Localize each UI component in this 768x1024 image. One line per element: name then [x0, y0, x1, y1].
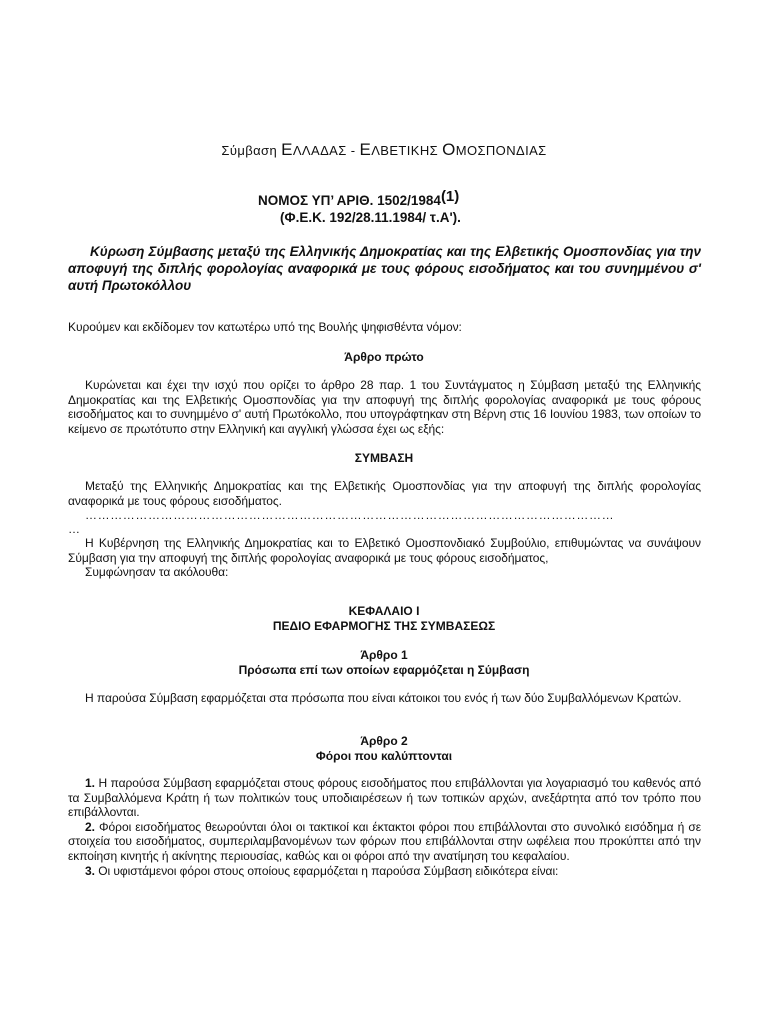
- convention-intro-text: Μεταξύ της Ελληνικής Δημοκρατίας και της Ελβετικής Ομοσπονδίας για την αποφυγή της διπλής φορολογίας αναφορικά με τους φόρους εισοδήματος.: [68, 479, 701, 508]
- article-2-body: [68, 776, 701, 878]
- law-number: [258, 188, 459, 210]
- article-first-body: [68, 378, 701, 436]
- paragraph-2-number: 2.: [85, 819, 95, 834]
- ratification-title: [68, 243, 701, 294]
- chapter-title: ΠΕΔΙΟ ΕΦΑΡΜΟΓΗΣ ΤΗΣ ΣΥΜΒΑΣΕΩΣ: [272, 619, 496, 633]
- paragraph-1-text: Η παρούσα Σύμβαση εφαρμόζεται στους φόρους εισοδήματος που επιβάλλονται για λογαριασμό του καθενός από τα Συμβαλλόμενα Κράτη ή των πολιτικών τους υποδιαιρέσεων ή των τοπικών αρχών, ανεξάρτητα από τον τρόπο που επιβάλλονται.: [68, 776, 701, 820]
- title-rest-1: ΛΛΑΔΑΣ: [292, 143, 347, 158]
- omission-dots-1: ………………………………………………………………………………………………………………: [85, 508, 615, 522]
- title-initial-1: Ε: [281, 140, 293, 159]
- paragraph-3-number: 3.: [85, 863, 95, 878]
- title-initial-3: Ο: [442, 140, 456, 159]
- agreed-text: Συμφώνησαν τα ακόλουθα:: [85, 565, 229, 580]
- chapter-heading: ΚΕΦΑΛΑΙΟ Ι: [348, 604, 420, 618]
- law-footnote-mark: (1): [440, 188, 460, 205]
- article-first-heading: Άρθρο πρώτο: [344, 350, 424, 364]
- promulgation-text: Κυρούμεν και εκδίδομεν τον κατωτέρω υπό της Βουλής ψηφισθέντα νόμον:: [68, 320, 462, 334]
- article-first-text: Κυρώνεται και έχει την ισχύ που ορίζει το άρθρο 28 παρ. 1 του Συντάγματος η Σύμβαση μεταξύ της Ελληνικής Δημοκρατίας και της Ελβετικής Ομοσπονδίας για την αποφυγή της διπλής φορολογίας αναφορικά με τους φόρους εισοδήματος και το συνημμένο σ' αυτή Πρωτόκολλο, που υπογράφτηκαν στη Βέρνη στις 16 Ιουνίου 1983, των οποίων το κείμενο σε πρωτότυπο στην Ελληνική και αγγλική γλώσσα έχει ως εξής:: [68, 378, 701, 436]
- convention-intro: [68, 479, 701, 508]
- article-1-heading: Άρθρο 1: [360, 648, 408, 662]
- convention-heading: ΣΥΜΒΑΣΗ: [354, 451, 414, 465]
- title-rest-2: ΛΒΕΤΙΚΗΣ: [371, 143, 439, 158]
- article-2-paragraph-3: [68, 864, 701, 879]
- article-1-body: [68, 691, 701, 706]
- promulgation: [68, 320, 701, 335]
- parties-paragraph: [68, 536, 701, 580]
- document-title: [0, 140, 768, 160]
- law-number-text: ΝΟΜΟΣ ΥΠ’ ΑΡΙΘ. 1502/1984: [258, 193, 441, 208]
- paragraph-2-text: Φόροι εισοδήματος θεωρούνται όλοι οι τακτικοί και έκτακτοι φόροι που επιβάλλονται στο συνολικό εισόδημα ή σε στοιχεία του εισοδήματος, συμπεριλαμβανομένων των φόρων που επιβάλλονται στην ωφέλεια που προκύπτει από την εκποίηση κινητής ή ακίνητης περιουσίας, καθώς και οι φόροι από την ανατίμηση του κεφαλαίου.: [68, 819, 701, 863]
- omission-dots-2: …: [68, 522, 81, 536]
- gazette-reference: (Φ.Ε.Κ. 192/28.11.1984/ τ.Α').: [280, 210, 461, 225]
- title-prefix: Σύμβαση: [221, 143, 278, 158]
- paragraph-1-number: 1.: [85, 776, 95, 790]
- ratification-text: Κύρωση Σύμβασης μεταξύ της Ελληνικής Δημοκρατίας και της Ελβετικής Ομοσπονδίας για την αποφυγή της διπλής φορολογίας αναφορικά με τους φόρους εισοδήματος και του συνημμένου σ' αυτή Πρωτοκόλλου: [68, 244, 701, 293]
- article-1-title: Πρόσωπα επί των οποίων εφαρμόζεται η Σύμβαση: [238, 663, 530, 677]
- article-2-paragraph-1: [68, 776, 701, 820]
- article-2-title: Φόροι που καλύπτονται: [315, 749, 453, 763]
- paragraph-3-text: Οι υφιστάμενοι φόροι στους οποίους εφαρμόζεται η παρούσα Σύμβαση ειδικότερα είναι:: [98, 863, 559, 878]
- article-1-text: Η παρούσα Σύμβαση εφαρμόζεται στα πρόσωπα που είναι κάτοικοι του ενός ή των δύο Συμβαλλόμενων Κρατών.: [85, 691, 682, 705]
- title-initial-2: Ε: [359, 140, 372, 159]
- title-separator: -: [350, 143, 356, 158]
- title-rest-3: ΜΟΣΠΟΝΔΙΑΣ: [455, 143, 547, 158]
- parties-text: Η Κυβέρνηση της Ελληνικής Δημοκρατίας και το Ελβετικό Ομοσπονδιακό Συμβούλιο, επιθυμώντας να συνάψουν Σύμβαση για την αποφυγή της διπλής φορολογίας αναφορικά με τους φόρους εισοδήματος,: [68, 536, 701, 565]
- article-2-paragraph-2: [68, 820, 701, 864]
- article-2-heading: Άρθρο 2: [360, 734, 408, 748]
